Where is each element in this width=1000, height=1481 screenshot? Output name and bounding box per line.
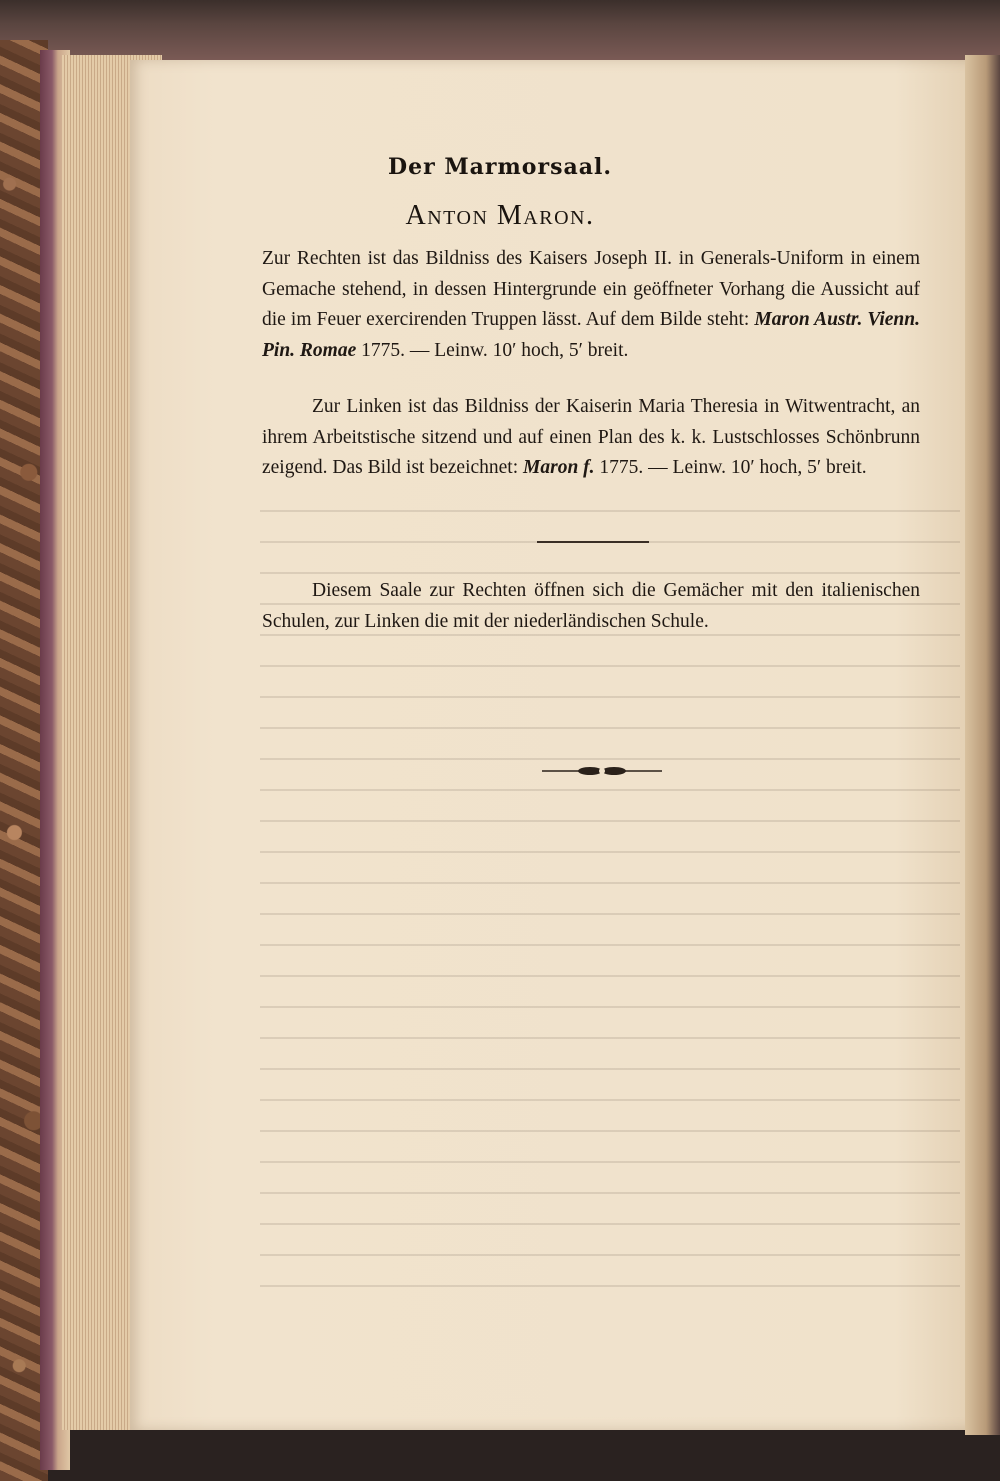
ornament-icon	[540, 760, 664, 782]
paragraph-text: Zur Rechten ist das Bildniss des Kaisers Joseph II. in Generals-Uniform in einem Gemache stehend, in dessen Hintergrunde ein geöffneter Vorhang die Aussicht auf die im Feuer exercirenden Truppen lässt. Auf dem Bilde steht:	[262, 248, 920, 330]
paragraph-text: 1775. — Leinw. 10′ hoch, 5′ breit.	[356, 339, 629, 361]
section-title: Der Marmorsaal.	[388, 154, 612, 180]
artist-heading: Anton Maron.	[405, 200, 595, 231]
paragraph-maria-theresia	[262, 392, 920, 484]
paragraph-text: 1775. — Leinw. 10′ hoch, 5′ breit.	[594, 457, 867, 478]
inscription: Maron f.	[523, 457, 595, 478]
divider-rule	[537, 541, 649, 543]
book-cover-top	[0, 0, 1000, 60]
paragraph-joseph	[262, 244, 920, 366]
paragraph-text: Zur Linken ist das Bildniss der Kaiserin Maria Theresia in Witwentracht, an ihrem Arbeitstische sitzend und auf einen Plan des k. k. Lustschlosses Schönbrunn zeigend. Das Bild ist bezeichnet:	[262, 396, 920, 478]
right-page-edge	[965, 55, 1000, 1435]
paragraph-rooms: Diesem Saale zur Rechten öffnen sich die Gemächer mit den italienischen Schulen, zur Linken die mit der niederländischen Schule.	[262, 580, 920, 632]
inscription: Maron Austr. Vienn. Pin. Romae	[262, 309, 920, 361]
